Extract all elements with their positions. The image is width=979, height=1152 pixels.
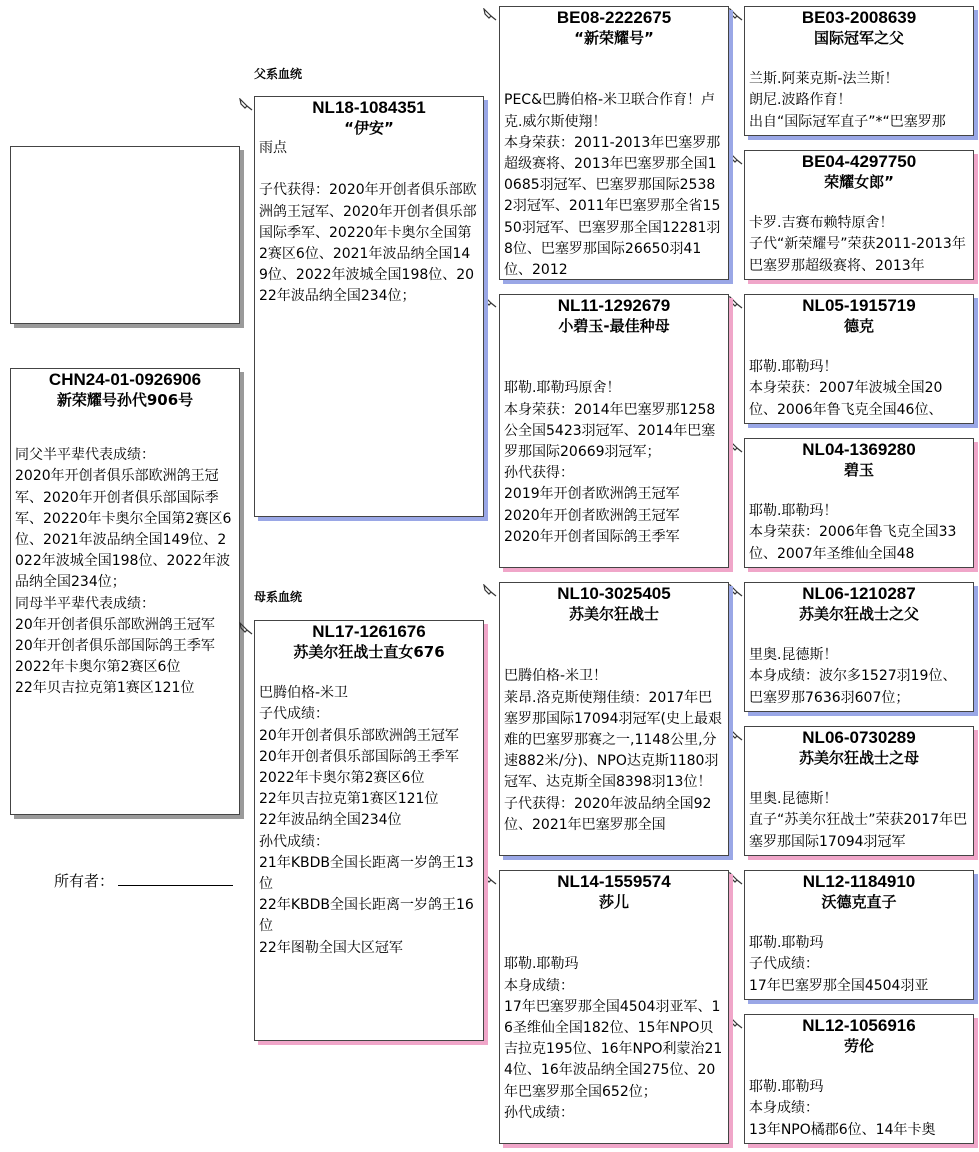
- sire-card: [254, 96, 484, 517]
- pin-icon: [728, 296, 744, 310]
- sdd-card: [744, 438, 974, 568]
- dss-name: 苏美尔狂战士之父: [798, 605, 919, 623]
- pin-icon: [238, 98, 254, 112]
- sss-card: [744, 6, 974, 136]
- pin-icon: [728, 872, 744, 886]
- dsd-card: [744, 726, 974, 856]
- owner-line: [118, 885, 233, 886]
- ddd-name: 劳伦: [843, 1037, 874, 1055]
- sire-name: “伊安”: [344, 119, 394, 137]
- ss-desc: PEC&巴腾伯格-米卫联合作育！卢克.威尔斯使翔！ 本身荣获：2011-2013年巴塞罗那超级赛将、2013年巴塞罗那全国10685羽冠军、巴塞罗那国际25382羽冠军、2011年巴塞罗那全省1550羽冠军、巴塞罗那全国12281羽8位、巴塞罗那国际26650羽41位、2012: [504, 92, 721, 279]
- ssd-name: 荣耀女郎”: [824, 173, 894, 191]
- sds-ring: NL05-1915719: [802, 296, 916, 315]
- dds-ring: NL12-1184910: [802, 872, 916, 891]
- dam-desc: 巴腾伯格-米卫 子代成绩： 20年开创者俱乐部欧洲鸽王冠军 20年开创者俱乐部国际鸽王季军 2022年卡奥尔第2赛区6位 22年贝吉拉克第1赛区121位 22年波品纳全国234位 孙代成绩： 21年KBDB全国长距离一岁鸽王13位 22年KBDB全国长距离一岁鸽王16位 22年图勒全国大区冠军: [259, 685, 474, 956]
- ssd-card: [744, 150, 974, 280]
- dd-card: [499, 870, 729, 1144]
- ss-name: “新荣耀号”: [574, 29, 654, 47]
- dss-ring: NL06-1210287: [802, 584, 916, 603]
- dd-name: 莎儿: [598, 893, 629, 911]
- dam-ring: NL17-1261676: [312, 622, 426, 641]
- dam-card: [254, 620, 484, 1041]
- pin-icon: [482, 872, 498, 886]
- pin-icon: [482, 295, 498, 309]
- dsd-desc: 里奥.昆德斯！ 直子“苏美尔狂战士”荣获2017年巴塞罗那国际17094羽冠军: [749, 791, 968, 850]
- sds-name: 德克: [843, 317, 874, 335]
- dd-desc: 耶勒.耶勒玛 本身成绩： 17年巴塞罗那全国4504羽亚军、16圣维仙全国182位、15年NPO贝吉拉克195位、16年NPO利蒙治214位、16年波品纳全国275位、20年巴塞罗那全国652位； 孙代成绩：: [504, 956, 723, 1121]
- sss-desc: 兰斯.阿莱克斯-法兰斯！ 朗尼.波路作育！ 出自“国际冠军直子”*“巴塞罗那: [749, 71, 946, 130]
- pin-icon: [482, 584, 498, 598]
- ds-card: [499, 582, 729, 856]
- dds-card: [744, 870, 974, 1000]
- sss-ring: BE03-2008639: [801, 8, 917, 27]
- ds-ring: NL10-3025405: [557, 584, 671, 603]
- pin-icon: [482, 8, 498, 22]
- pin-icon: [728, 8, 744, 22]
- subject-ring: CHN24-01-0926906: [48, 370, 202, 389]
- sire-desc: 雨点 子代获得：2020年开创者俱乐部欧洲鸽王冠军、2020年开创者俱乐部国际季军、20220年卡奥尔全国第2赛区6位、2021年波品纳全国149位、2022年波城全国198位、2022年波品纳全国234位；: [259, 140, 477, 305]
- dsd-name: 苏美尔狂战士之母: [798, 749, 919, 767]
- dam-name: 苏美尔狂战士直女676: [293, 643, 445, 661]
- ss-ring: BE08-2222675: [556, 8, 672, 27]
- sd-name: 小碧玉-最佳种母: [558, 317, 670, 335]
- dam-line-label: 母系血统: [254, 590, 303, 604]
- sd-ring: NL11-1292679: [557, 296, 671, 315]
- sds-card: [744, 294, 974, 424]
- ds-desc: 巴腾伯格-米卫！ 莱昂.洛克斯使翔佳绩：2017年巴塞罗那国际17094羽冠军(史上最艰难的巴塞罗那赛之一,1148公里,分速882米/分)、NPO达克斯1180羽冠军、达克斯全国8398羽13位！ 子代获得：2020年波品纳全国92位、2021年巴塞罗那全国: [504, 668, 722, 833]
- sss-name: 国际冠军之父: [813, 29, 904, 47]
- dss-card: [744, 582, 974, 712]
- sds-desc: 耶勒.耶勒玛！ 本身荣获：2007年波城全国20位、2006年鲁飞克全国46位、: [749, 359, 943, 418]
- ss-card: [499, 6, 729, 280]
- photo-box: [10, 146, 240, 324]
- owner-label: 所有者：: [54, 872, 115, 890]
- ddd-card: [744, 1014, 974, 1144]
- sire-line-label: 父系血统: [254, 67, 303, 81]
- pin-icon: [728, 152, 744, 166]
- dss-desc: 里奥.昆德斯！ 本身成绩：波尔多1527羽19位、巴塞罗那7636羽607位；: [749, 647, 957, 706]
- dsd-ring: NL06-0730289: [802, 728, 916, 747]
- sdd-desc: 耶勒.耶勒玛！ 本身荣获：2006年鲁飞克全国33位、2007年圣维仙全国48: [749, 503, 957, 562]
- ssd-ring: BE04-4297750: [801, 152, 917, 171]
- pin-icon: [238, 622, 254, 636]
- ddd-ring: NL12-1056916: [802, 1016, 916, 1035]
- sire-ring: NL18-1084351: [312, 98, 426, 117]
- sd-desc: 耶勒.耶勒玛原舍！ 本身荣获：2014年巴塞罗那1258公全国5423羽冠军、2014年巴塞罗那国际20669羽冠军； 孙代获得： 2019年开创者欧洲鸽王冠军 2020年开创者欧洲鸽王冠军 2020年开创者国际鸽王季军: [504, 380, 716, 545]
- subject-name: 新荣耀号孙代906号: [56, 391, 194, 409]
- pin-icon: [728, 440, 744, 454]
- sd-card: [499, 294, 729, 568]
- ds-name: 苏美尔狂战士: [568, 605, 659, 623]
- sdd-ring: NL04-1369280: [802, 440, 916, 459]
- dd-ring: NL14-1559574: [557, 872, 671, 891]
- subject-desc: 同父半平辈代表成绩： 2020年开创者俱乐部欧洲鸽王冠军、2020年开创者俱乐部国际季军、20220年卡奥尔全国第2赛区6位、2021年波品纳全国149位、2022年波城全国198位、2022年波品纳全国234位； 同母半平辈代表成绩： 20年开创者俱乐部欧洲鸽王冠军 20年开创者俱乐部国际鸽王季军 2022年卡奥尔第2赛区6位 22年贝吉拉克第1赛区121位: [15, 447, 232, 697]
- pin-icon: [728, 728, 744, 742]
- sdd-name: 碧玉: [843, 461, 874, 479]
- pin-icon: [728, 584, 744, 598]
- subject-card: [10, 368, 240, 815]
- ssd-desc: 卡罗.吉赛布赖特原舍！ 子代“新荣耀号”荣获2011-2013年巴塞罗那超级赛将、2013年: [749, 215, 966, 274]
- dds-name: 沃德克直子: [821, 893, 897, 911]
- pin-icon: [728, 1016, 744, 1030]
- dds-desc: 耶勒.耶勒玛 子代成绩： 17年巴塞罗那全国4504羽亚: [749, 935, 929, 994]
- ddd-desc: 耶勒.耶勒玛 本身成绩： 13年NPO橘郡6位、14年卡奥: [749, 1079, 936, 1138]
